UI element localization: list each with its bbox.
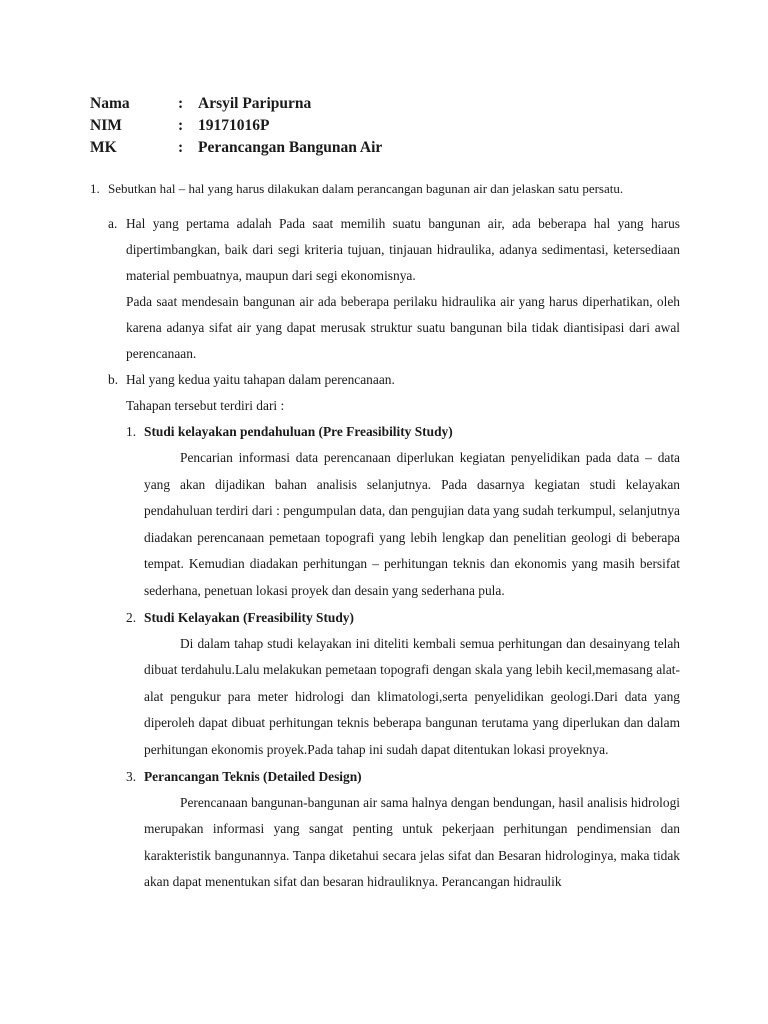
stage-title: Studi kelayakan pendahuluan (Pre Freasibility Study) <box>144 424 453 439</box>
stage-item <box>126 419 680 605</box>
header-row-name <box>90 93 382 115</box>
list-marker: a. <box>108 216 118 231</box>
header-value: 19171016P <box>198 117 270 134</box>
header-colon: : <box>178 139 184 156</box>
question-text: Sebutkan hal – hal yang harus dilakukan dalam perancangan bagunan air dan jelaskan satu persatu. <box>108 181 624 196</box>
stage-title: Studi Kelayakan (Freasibility Study) <box>144 609 354 625</box>
answer-content <box>108 211 680 896</box>
list-marker: b. <box>108 372 119 387</box>
header-value: Perancangan Bangunan Air <box>198 139 383 156</box>
header-label: Nama <box>90 95 130 112</box>
header-colon: : <box>178 117 184 134</box>
stage-text: Pencarian informasi data perencanaan diperlukan kegiatan penyelidikan pada data – data yang akan dijadikan bahan analisis selanjutnya. Pada dasarnya kegiatan studi kelayakan pendahuluan terdiri dari : pengumpulan data, dan pengujian data yang sudah terkumpul, selanjutnya diadakan perencanaan pemetaan topografi yang lebih lengkap dan penelitian geologi di beberapa tempat. Kemudian diadakan perhitungan – perhitungan teknis dan ekonomis yang masih bersifat sederhana, penetuan lokasi proyek dan desain yang sederhana pula. <box>144 450 680 598</box>
answer-a-paragraph-2: Pada saat mendesain bangunan air ada beberapa perilaku hidraulika air yang harus diperhatikan, oleh karena adanya sifat air yang dapat merusak struktur suatu bangunan bila tidak diantisipasi dari awal perencanaan. <box>126 294 680 361</box>
stage-text: Perencanaan bangunan-bangunan air sama halnya dengan bendungan, hasil analisis hidrologi merupakan informasi yang sangat penting untuk pekerjaan perhitungan pendimensian dan karakteristik bangunannya. Tanpa diketahui secara jelas sifat dan Besaran hidrologinya, maka tidak akan dapat menentukan sifat dan besaran hidrauliknya. Perancangan hidraulik <box>144 794 680 890</box>
question-1 <box>90 180 690 198</box>
answer-item-a <box>108 211 680 367</box>
header-value: Arsyil Paripurna <box>198 95 312 112</box>
stage-marker: 1. <box>126 424 137 439</box>
header-label: NIM <box>90 117 122 134</box>
question-number: 1. <box>90 181 100 196</box>
stage-marker: 2. <box>126 609 137 625</box>
stage-text: Di dalam tahap studi kelayakan ini diteliti kembali semua perhitungan dan desainyang telah dibuat terdahulu.Lalu melakukan pemetaan topografi dengan skala yang lebih kecil,memasang alat-alat pengukur para meter hidrologi dan klimatologi,serta penyelidikan geologi.Dari data yang diperoleh dapat dibuat perhitungan teknis beberapa bangunan terutama yang diperlukan dan dalam perhitungan ekonomis proyek.Pada tahap ini sudah dapat ditentukan lokasi proyeknya. <box>144 635 680 757</box>
stage-title: Perancangan Teknis (Detailed Design) <box>144 768 362 784</box>
stage-list <box>126 419 680 896</box>
header-colon: : <box>178 95 184 112</box>
stage-marker: 3. <box>126 768 137 784</box>
header-row-course <box>90 137 382 159</box>
identity-header <box>90 93 382 159</box>
answer-b-line-2: Tahapan tersebut terdiri dari : <box>126 398 285 413</box>
answer-item-b <box>108 367 680 419</box>
answer-a-paragraph-1: Hal yang pertama adalah Pada saat memilih suatu bangunan air, ada beberapa hal yang harus dipertimbangkan, baik dari segi kriteria tujuan, tinjauan hidraulika, adanya sedimentasi, ketersediaan material pembuatnya, maupun dari segi ekonomisnya. <box>126 216 680 283</box>
stage-item <box>126 764 680 896</box>
stage-item <box>126 605 680 764</box>
answer-b-line-1: Hal yang kedua yaitu tahapan dalam perencanaan. <box>126 372 395 387</box>
header-row-nim <box>90 115 382 137</box>
header-label: MK <box>90 139 117 156</box>
